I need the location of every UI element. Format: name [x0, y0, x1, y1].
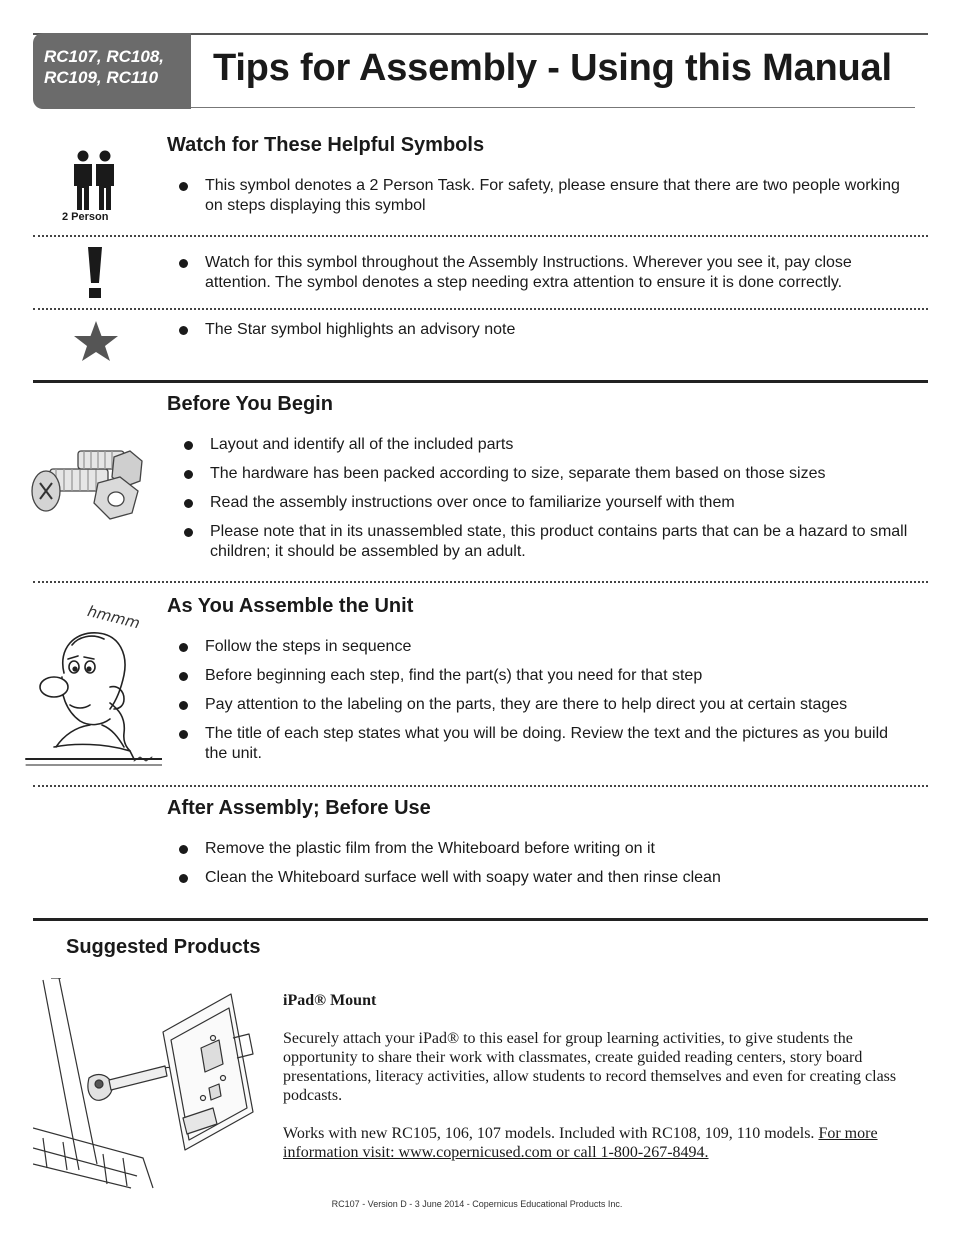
- page-footer: RC107 - Version D - 3 June 2014 - Copernicus Educational Products Inc.: [331, 1199, 623, 1209]
- symbols-list-2: [167, 253, 907, 302]
- suggested-products-heading: Suggested Products: [66, 936, 261, 958]
- model-numbers-box: [33, 33, 191, 109]
- list-item: Follow the steps in sequence: [167, 637, 907, 657]
- assemble-heading: As You Assemble the Unit: [167, 595, 414, 617]
- symbols-heading: Watch for These Helpful Symbols: [167, 134, 485, 156]
- list-item: Read the assembly instructions over once to familiarize yourself with them: [172, 493, 912, 513]
- after-assembly-heading: After Assembly; Before Use: [167, 797, 431, 819]
- list-item: Please note that in its unassembled state, this product contains parts that can be a hazard to small children; it should be assembled by an adult.: [172, 522, 912, 561]
- product-compatibility: [283, 1124, 913, 1162]
- section-divider: [33, 380, 928, 383]
- thinking-person-icon: [24, 625, 162, 771]
- dotted-divider: [33, 235, 928, 237]
- symbols-list-1: [167, 176, 907, 225]
- product-description-block: [283, 991, 913, 1181]
- dotted-divider: [33, 308, 928, 310]
- list-item: Clean the Whiteboard surface well with soapy water and then rinse clean: [167, 868, 907, 888]
- before-begin-list: [172, 435, 912, 571]
- model-numbers-line1: RC107, RC108,: [44, 47, 165, 66]
- star-icon: [73, 320, 119, 362]
- two-person-label: 2 Person: [62, 211, 109, 223]
- page-title: Tips for Assembly - Using this Manual: [213, 47, 892, 89]
- list-item: This symbol denotes a 2 Person Task. For safety, please ensure that there are two people working on steps displaying this symbol: [167, 176, 907, 215]
- list-item: Watch for this symbol throughout the Assembly Instructions. Wherever you see it, pay close attention. The symbol denotes a step needing extra attention to ensure it is done correctly.: [167, 253, 907, 292]
- before-begin-heading: Before You Begin: [167, 393, 333, 415]
- list-item: Before beginning each step, find the part(s) that you need for that step: [167, 666, 907, 686]
- dotted-divider: [33, 581, 928, 583]
- product-title: iPad® Mount: [283, 992, 377, 1009]
- dotted-divider: [33, 785, 928, 787]
- list-item: The hardware has been packed according to size, separate them based on those sizes: [172, 464, 912, 484]
- exclamation-icon: [86, 247, 104, 299]
- product-works-with: Works with new RC105, 106, 107 models. Included with RC108, 109, 110 models.: [283, 1125, 815, 1142]
- product-more-info-link[interactable]: For more information visit: www.copernicused.com or call 1-800-267-8494.: [283, 1125, 878, 1161]
- after-assembly-list: [167, 839, 907, 897]
- section-divider: [33, 918, 928, 921]
- list-item: Layout and identify all of the included parts: [172, 435, 912, 455]
- list-item: Remove the plastic film from the Whiteboard before writing on it: [167, 839, 907, 859]
- list-item: The Star symbol highlights an advisory note: [167, 320, 907, 340]
- two-person-icon: [70, 150, 118, 212]
- list-item: Pay attention to the labeling on the parts, they are there to help direct you at certain stages: [167, 695, 907, 715]
- thought-text: hmmm: [85, 602, 142, 633]
- list-item: The title of each step states what you will be doing. Review the text and the pictures as you build the unit.: [167, 724, 907, 763]
- assemble-list: [167, 637, 907, 773]
- ipad-mount-illustration: [33, 978, 263, 1190]
- product-description: Securely attach your iPad® to this easel for group learning activities, to give students the opportunity to share their work with classmates, create guided reading centers, story board presentations, literacy activities, allow students to record themselves and even for creating class podcasts.: [283, 1030, 897, 1104]
- model-numbers-line2: RC109, RC110: [44, 68, 159, 87]
- hardware-bolts-icon: [28, 447, 144, 521]
- title-underline: [191, 107, 915, 108]
- symbols-list-3: [167, 320, 907, 349]
